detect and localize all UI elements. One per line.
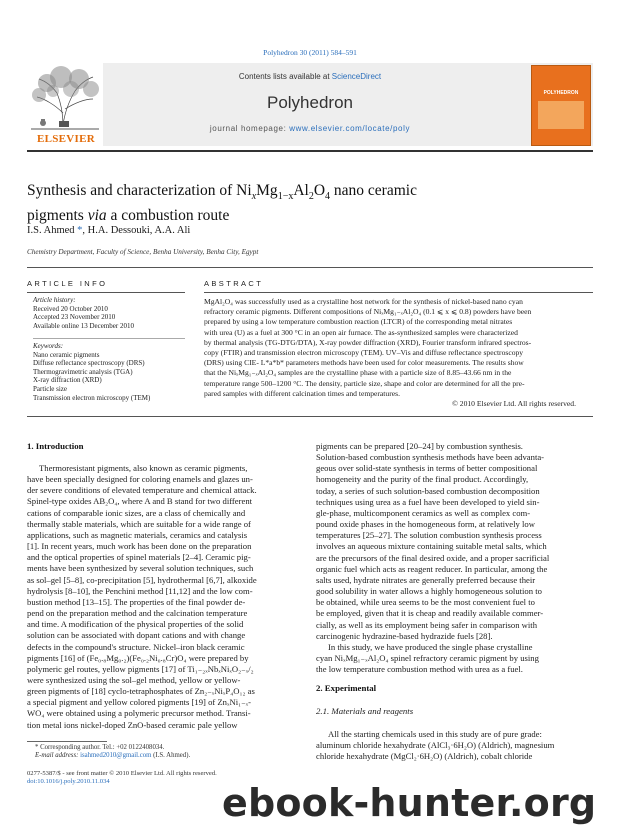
issn-line: 0277-5387/$ - see front matter © 2010 Elsevier Ltd. All rights reserved. (27, 770, 217, 777)
journal-reference: Polyhedron 30 (2011) 584–591 (263, 48, 357, 57)
footnote-rule (27, 741, 107, 742)
keyword-item: Thermogravimetric analysis (TGA) (33, 367, 133, 376)
contents-line (27, 72, 593, 81)
keywords: Keywords: Nano ceramic pigments Diffuse reflectance spectroscopy (DRS) Thermogravimetric analysis (TGA) X-ray diffraction (XRD) Particle size Transmission electron microscopy (TEM) (33, 342, 193, 402)
materials-body: All the starting chemicals used in this study are of pure grade: aluminum chloride hexahydrate (AlCl₃·6H₂O) (Aldrich), magnesium chloride hexahydrate (MgCl₂·6H₂O) (Aldrich), cobalt chloride (316, 729, 555, 762)
header-divider (27, 267, 593, 268)
article-info-rule (27, 292, 185, 293)
subsection-heading-materials: 2.1. Materials and reagents (316, 706, 414, 716)
keyword-item: Transmission electron microscopy (TEM) (33, 393, 151, 402)
journal-masthead (27, 63, 593, 146)
article-info-heading: ARTICLE INFO (27, 279, 108, 288)
affiliation: Chemistry Department, Faculty of Science, Benha University, Benha City, Egypt (27, 248, 259, 256)
keyword-item: Particle size (33, 384, 68, 393)
doi-link[interactable]: doi:10.1016/j.poly.2010.11.034 (27, 778, 110, 786)
watermark: ebook-hunter.org (222, 781, 597, 825)
introduction-body: Thermoresistant pigments, also known as ceramic pigments, have been specially designed for coloring enamels and glazes un- der severe conditions of elevated temperature and chemical attack. Spinel-type oxides AB₂O₄, where A and B stand for two different cations of comparable ionic sizes, are a class of chemically and thermally stable materials, which are suitable for a wide range of applications, such as magnetic materials, ceramics and catalysis [1]. In recent years, much work has been done on the preparation and the optical properties of spinel materials [2–4]. Ceramic pig- ments have been synthesized by several solution techniques, such as sol–gel [5–8], co-precipitation [5], hydrothermal [6,7], alkoxide hydrolysis [8–10], the Penchini method [11,12] and the low com- bustion method [13–15]. The properties of the final powder de- pend on the preparation method and the calcination temperature and time. A modification of the physical properties of the solid solution can be associated with dopant cations and with change defects in the compound's structure. Nickel–iron black ceramic pigments [16] of (Fe₀.₈Mg₀.₂)(Fe₀.₂Ni₀.₈Cr)O₄ were prepared by polymeric gel routes, yellow pigments [17] of Ti₁₋₂ₓNbₓNiₓO₂₋ₓ/₂ were synthesized using the sol–gel method, yellow or yellow- green pigments of [18] cyclo-tetraphosphates of Zn₂₋ₓNiₓP₄O₁₂ as a special pigment and yellow colored pigments [19] of ZnₓNi₁₋ₓ- WO₄ were obtained using a polymeric precursor method. Transi- tion metal ions nickel-doped ZnO-based ceramic pale yellow (27, 463, 257, 730)
author-email-link[interactable]: isahmed2010@gmail.com (80, 752, 152, 760)
article-title: Synthesis and characterization of $Ni_xMg_{1-x}Al_2O_4$ nano ceramic pigments via a combustion route (27, 182, 417, 225)
masthead-rule (27, 150, 593, 152)
abstract-bottom-rule (27, 416, 593, 417)
homepage-prefix: journal homepage: (209, 124, 290, 133)
right-column-body: pigments can be prepared [20–24] by combustion synthesis. Solution-based combustion synthesis methods have been advanta- geous over solid-state synthesis in terms of better compositional homogeneity and the purity of the final product. Accordingly, today, a series of such solution-based combustion decomposition techniques using urea as a fuel have been developed to yield sin- gle-phase, multicomponent ceramics as well as complex com- pound oxide phases in the homogeneous form, at relatively low temperatures [25–27]. The solution combustion synthesis process involves an aqueous mixture containing suitable metal salts, which are the precursors of the final desired oxide, and a proper sacrificial organic fuel which acts as reagent reducer. In particular, among the salts used, hydrate nitrates are generally preferred because their good solubility in water allows a highly homogeneous solution to be obtained, while urea seems to be the most convenient fuel to be employed, given that it is cheap and readily available commer- cially, as well as its employment being safer in comparison with carcinogenic hydrazine-based hydrazide fuels [28]. In this study, we have produced the single phase crystalline cyan NiₓMg₁₋ₓAl₂O₄ spinel refractory ceramic pigment by using the low temperature combustion method with urea as a fuel. (316, 441, 550, 675)
cover-graphic (538, 101, 584, 129)
abstract-rule (204, 292, 593, 293)
corresponding-author-link[interactable]: * (77, 225, 83, 236)
journal-name: Polyhedron (266, 93, 353, 112)
publisher-name: ELSEVIER (36, 133, 96, 145)
sciencedirect-link[interactable]: ScienceDirect (331, 72, 382, 81)
copyright-notice: © 2010 Elsevier Ltd. All rights reserved. (452, 399, 576, 408)
author-list: I.S. Ahmed *, H.A. Dessouki, A.A. Ali (27, 225, 191, 236)
section-heading-introduction: 1. Introduction (27, 441, 84, 451)
article-history: Article history: Received 20 October 2010 Accepted 23 November 2010 Available online 13 December 2010 (33, 296, 134, 330)
keywords-rule (33, 338, 185, 339)
homepage-link[interactable]: www.elsevier.com/locate/poly (289, 124, 411, 133)
contents-prefix: Contents lists available at (238, 72, 332, 81)
section-heading-experimental: 2. Experimental (316, 683, 377, 693)
keyword-item: Nano ceramic pigments (33, 350, 100, 359)
keyword-item: Diffuse reflectance spectroscopy (DRS) (33, 359, 145, 368)
corresponding-author-footnote: * Corresponding author. Tel.: +02 0122408034. E-mail address: isahmed2010@gmail.com (I.S. Ahmed). (35, 744, 191, 760)
journal-homepage (27, 124, 593, 133)
keyword-item: X-ray diffraction (XRD) (33, 376, 102, 385)
journal-cover-thumbnail (531, 65, 591, 146)
abstract-heading: ABSTRACT (204, 279, 264, 288)
cover-title: POLYHEDRON (543, 90, 579, 96)
abstract-text: MgAl₂O₄ was successfully used as a crystalline host network for the synthesis of nickel-based nano cyan refractory ceramic pigments. Different compositions of NiₓMg₁₋ₓAl₂O₄ (0.1 ⩽ x ⩽ 0.8) powders have been prepared by using a low temperature combustion reaction (LTCR) of the corresponding metal nitrates with urea (U) as a fuel at 300 °C in an open air furnace. The as-synthesized samples were characterized by thermal analysis (TG-DTG/DTA), X-ray powder diffraction (XRD), Fourier transform infrared spectros- copy (FTIR) and transmission electron microscopy (TEM). UV–Vis and diffuse reflectance spectroscopy (DRS) using CIE- L*a*b* parameters methods have been used for color measurements. The results show that the NiₓMg₁₋ₓAl₂O₄ samples are the crystalline phase with a particle size of 8.85–43.66 nm in the temperature range 500–1200 °C. The density, particle size, shape and color are determined for all the pre- pared samples with different calcination times and temperatures. (204, 297, 532, 398)
